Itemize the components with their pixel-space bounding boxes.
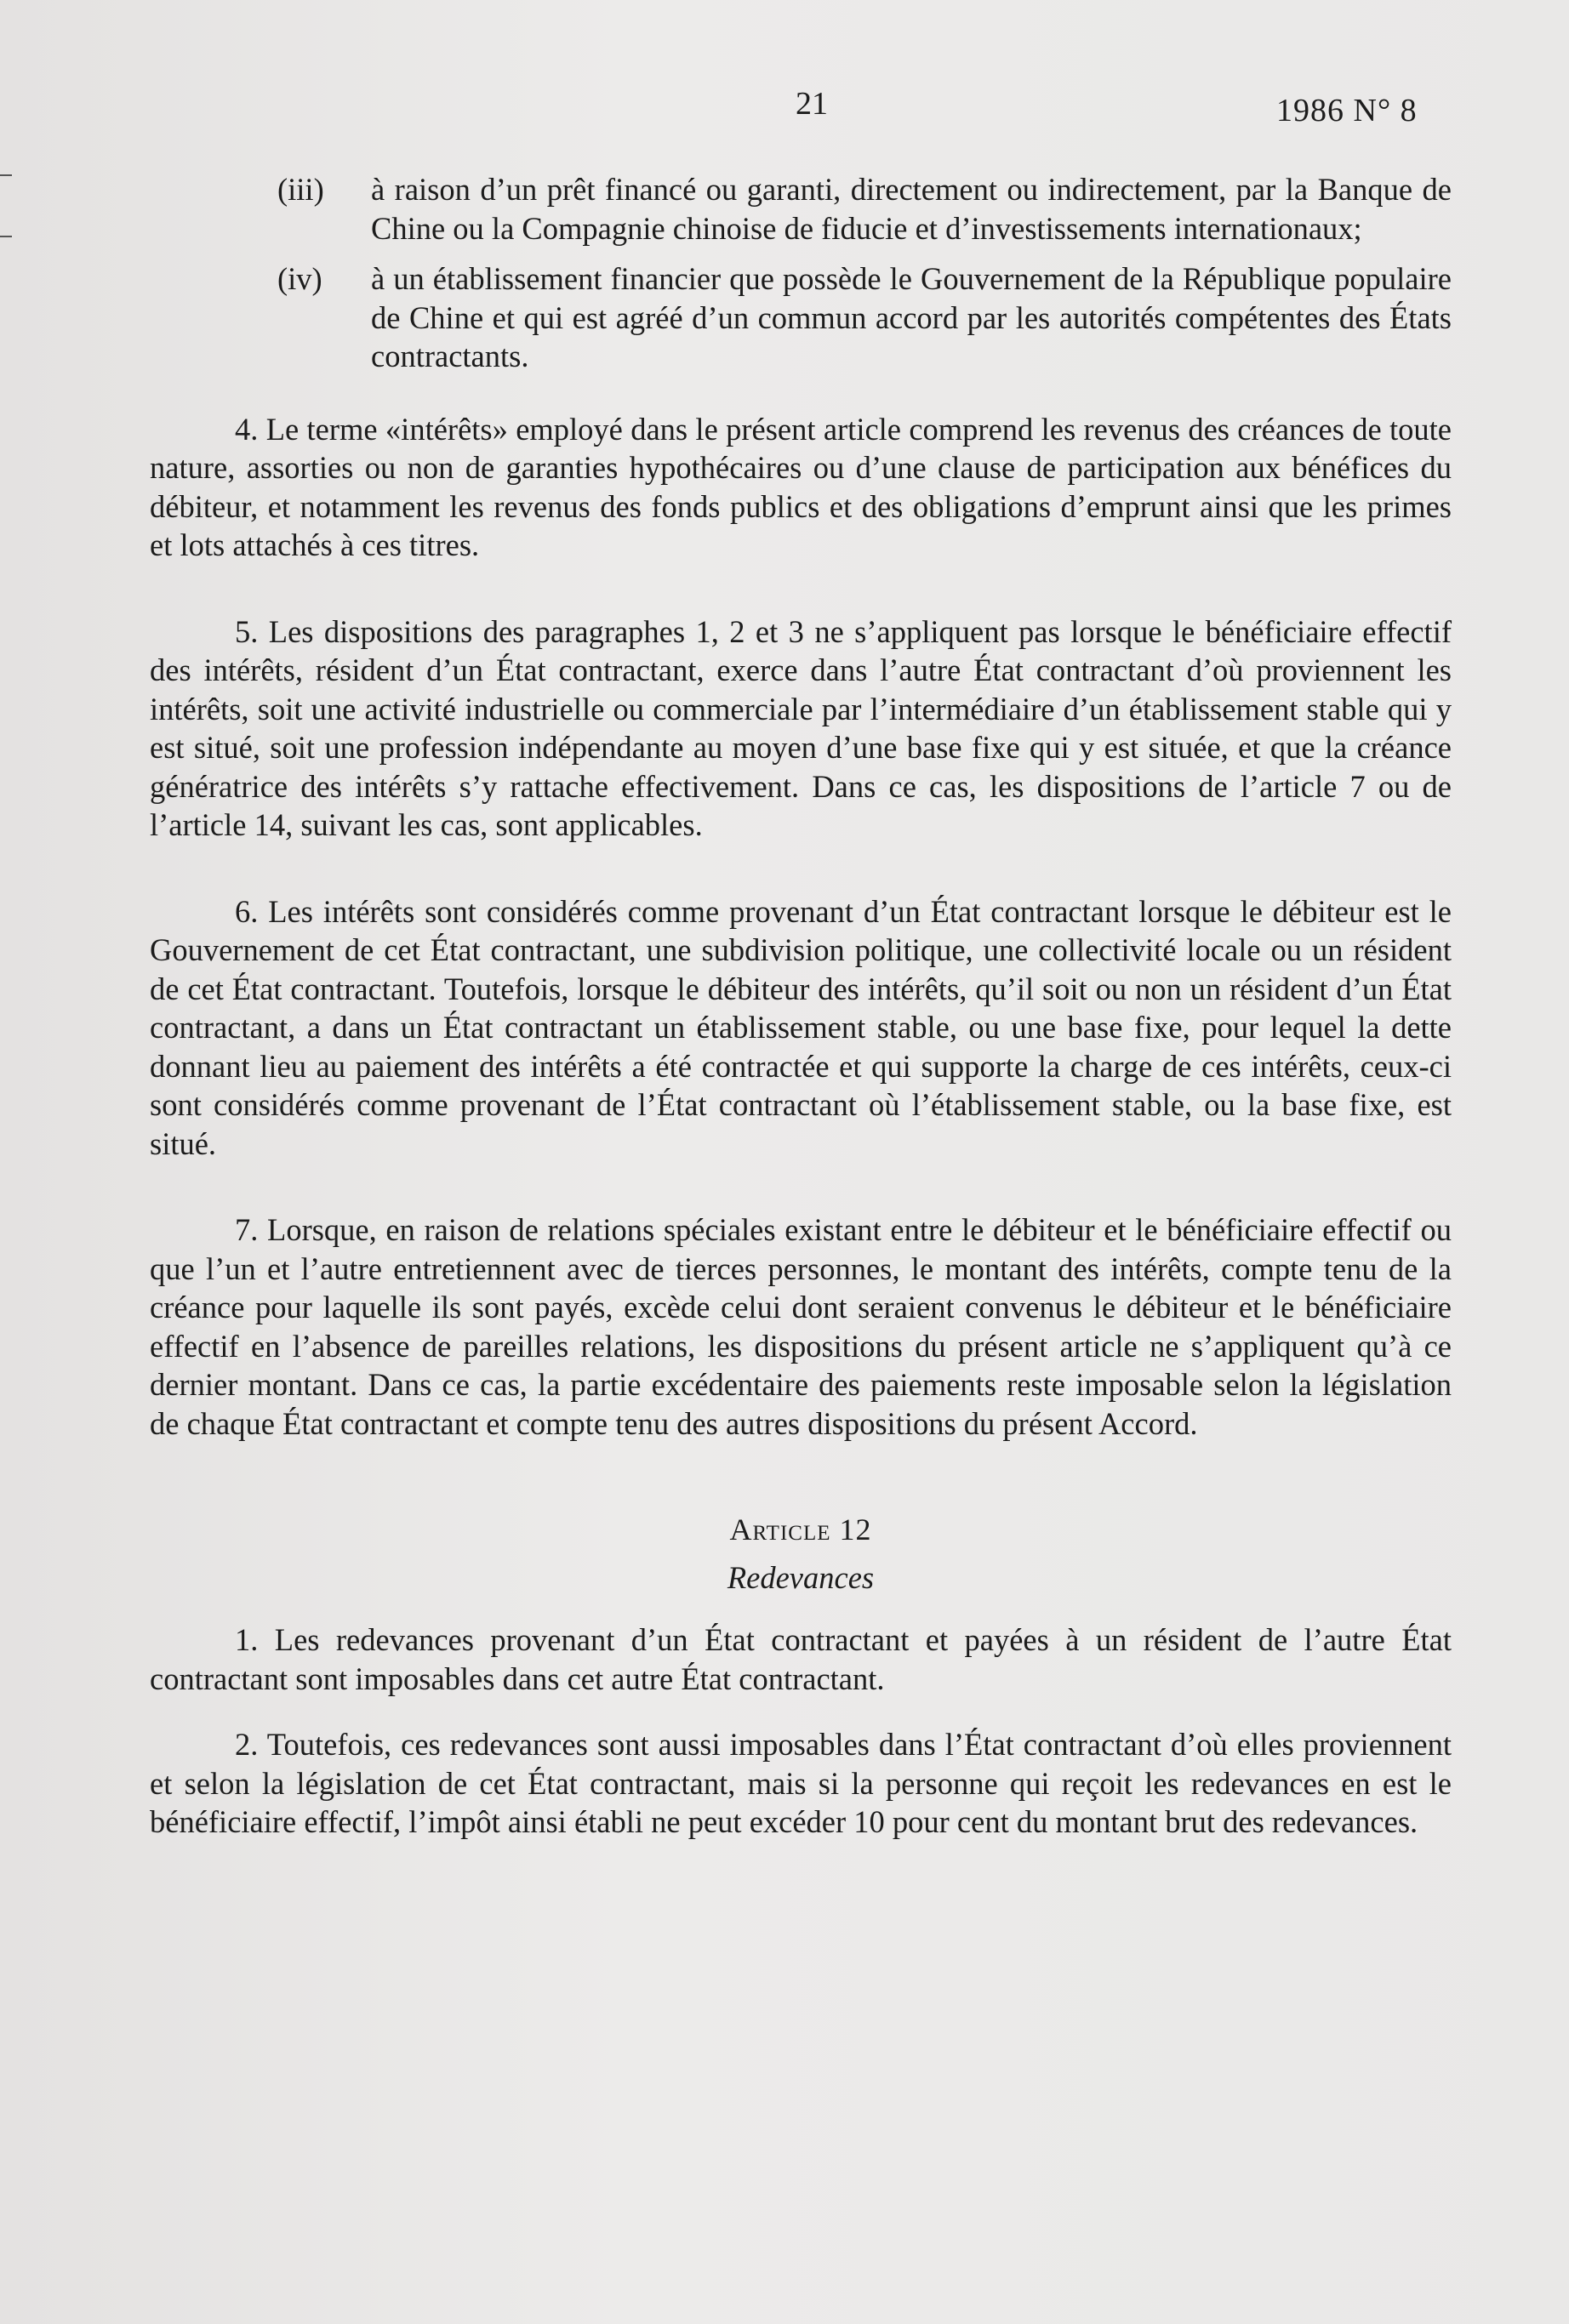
journal-reference: 1986 N° 8 <box>1276 93 1418 128</box>
page-number: 21 <box>796 86 828 122</box>
paragraph-5: 5. Les dispositions des paragraphes 1, 2 et 3 ne s’appliquent pas lorsque le bénéficiaire effectif des intérêts, résident d’un État contractant, exerce dans l’autre État contractant d’où proviennent les intérêts, soit une activité industrielle ou commerciale par l’intermédiaire d’un établissement stable qui y est situé, soit une profession indépendante au moyen d’une base fixe qui y est située, et que la créance génératrice des intérêts s’y rattache effectivement. Dans ce cas, les dispositions de l’article 7 ou de l’article 14, suivant les cas, sont applicables. <box>150 613 1452 842</box>
subitem-label: (iii) <box>277 172 324 207</box>
article-paragraph-2: 2. Toutefois, ces redevances sont aussi imposables dans l’État contractant d’où elles proviennent et selon la législation de cet État contractant, mais si la personne qui reçoit les redevances en est le bénéficiaire effectif, l’impôt ainsi établi ne peut excéder 10 pour cent du montant brut des redevances. <box>150 1727 1452 1839</box>
subitem-iii <box>150 170 1452 248</box>
subitem-text: à un établissement financier que possède le Gouvernement de la République populaire de Chine et qui est agréé d’un commun accord par les autorités compétentes des États contractants. <box>371 261 1452 373</box>
subitem-text: à raison d’un prêt financé ou garanti, directement ou indirectement, par la Banque de Chine ou la Compagnie chinoise de fiducie et d’investissements internationaux; <box>371 172 1452 246</box>
paragraph-6: 6. Les intérêts sont considérés comme provenant d’un État contractant lorsque le débiteur est le Gouvernement de cet État contractant, une subdivision politique, une collectivité locale ou un résident de cet État contractant. Toutefois, lorsque le débiteur des intérêts, qu’il soit ou non un résident d’un État contractant, a dans un État contractant un établissement stable, ou une base fixe, pour lequel la dette donnant lieu au paiement des intérêts a été contractée et qui supporte la charge de ces intérêts, ceux-ci sont considérés comme provenant de l’État contractant où l’établissement stable, ou la base fixe, est situé. <box>150 893 1452 1161</box>
paragraph-7: 7. Lorsque, en raison de relations spéciales existant entre le débiteur et le bénéficiaire effectif ou que l’un et l’autre entretiennent avec de tierces personnes, le montant des intérêts, compte tenu de la créance pour laquelle ils sont payés, excède celui dont seraient convenus le débiteur et le bénéficiaire effectif en l’absence de pareilles relations, les dispositions du présent article ne s’appliquent qu’à ce dernier montant. Dans ce cas, la partie excédentaire des paiements reste imposable selon la législation de chaque État contractant et compte tenu des autres dispositions du présent Accord. <box>150 1212 1452 1441</box>
article-paragraph-1: 1. Les redevances provenant d’un État contractant et payées à un résident de l’autre État contractant sont imposables dans cet autre État contractant. <box>150 1622 1452 1696</box>
margin-bracket-mark <box>0 174 12 237</box>
running-header <box>0 85 1569 136</box>
subitem-iv <box>150 259 1452 376</box>
body-text <box>150 170 1452 1869</box>
subitem-label: (iv) <box>277 261 322 296</box>
article-heading: Article 12 <box>729 1512 872 1546</box>
paragraph-4: 4. Le terme «intérêts» employé dans le présent article comprend les revenus des créances de toute nature, assorties ou non de garanties hypothécaires ou d’une clause de participation aux bénéfices du débiteur, et notamment les revenus des fonds publics et des obligations d’emprunt ainsi que les primes et lots attachés à ces titres. <box>150 411 1452 562</box>
article-subtitle: Redevances <box>727 1559 875 1595</box>
